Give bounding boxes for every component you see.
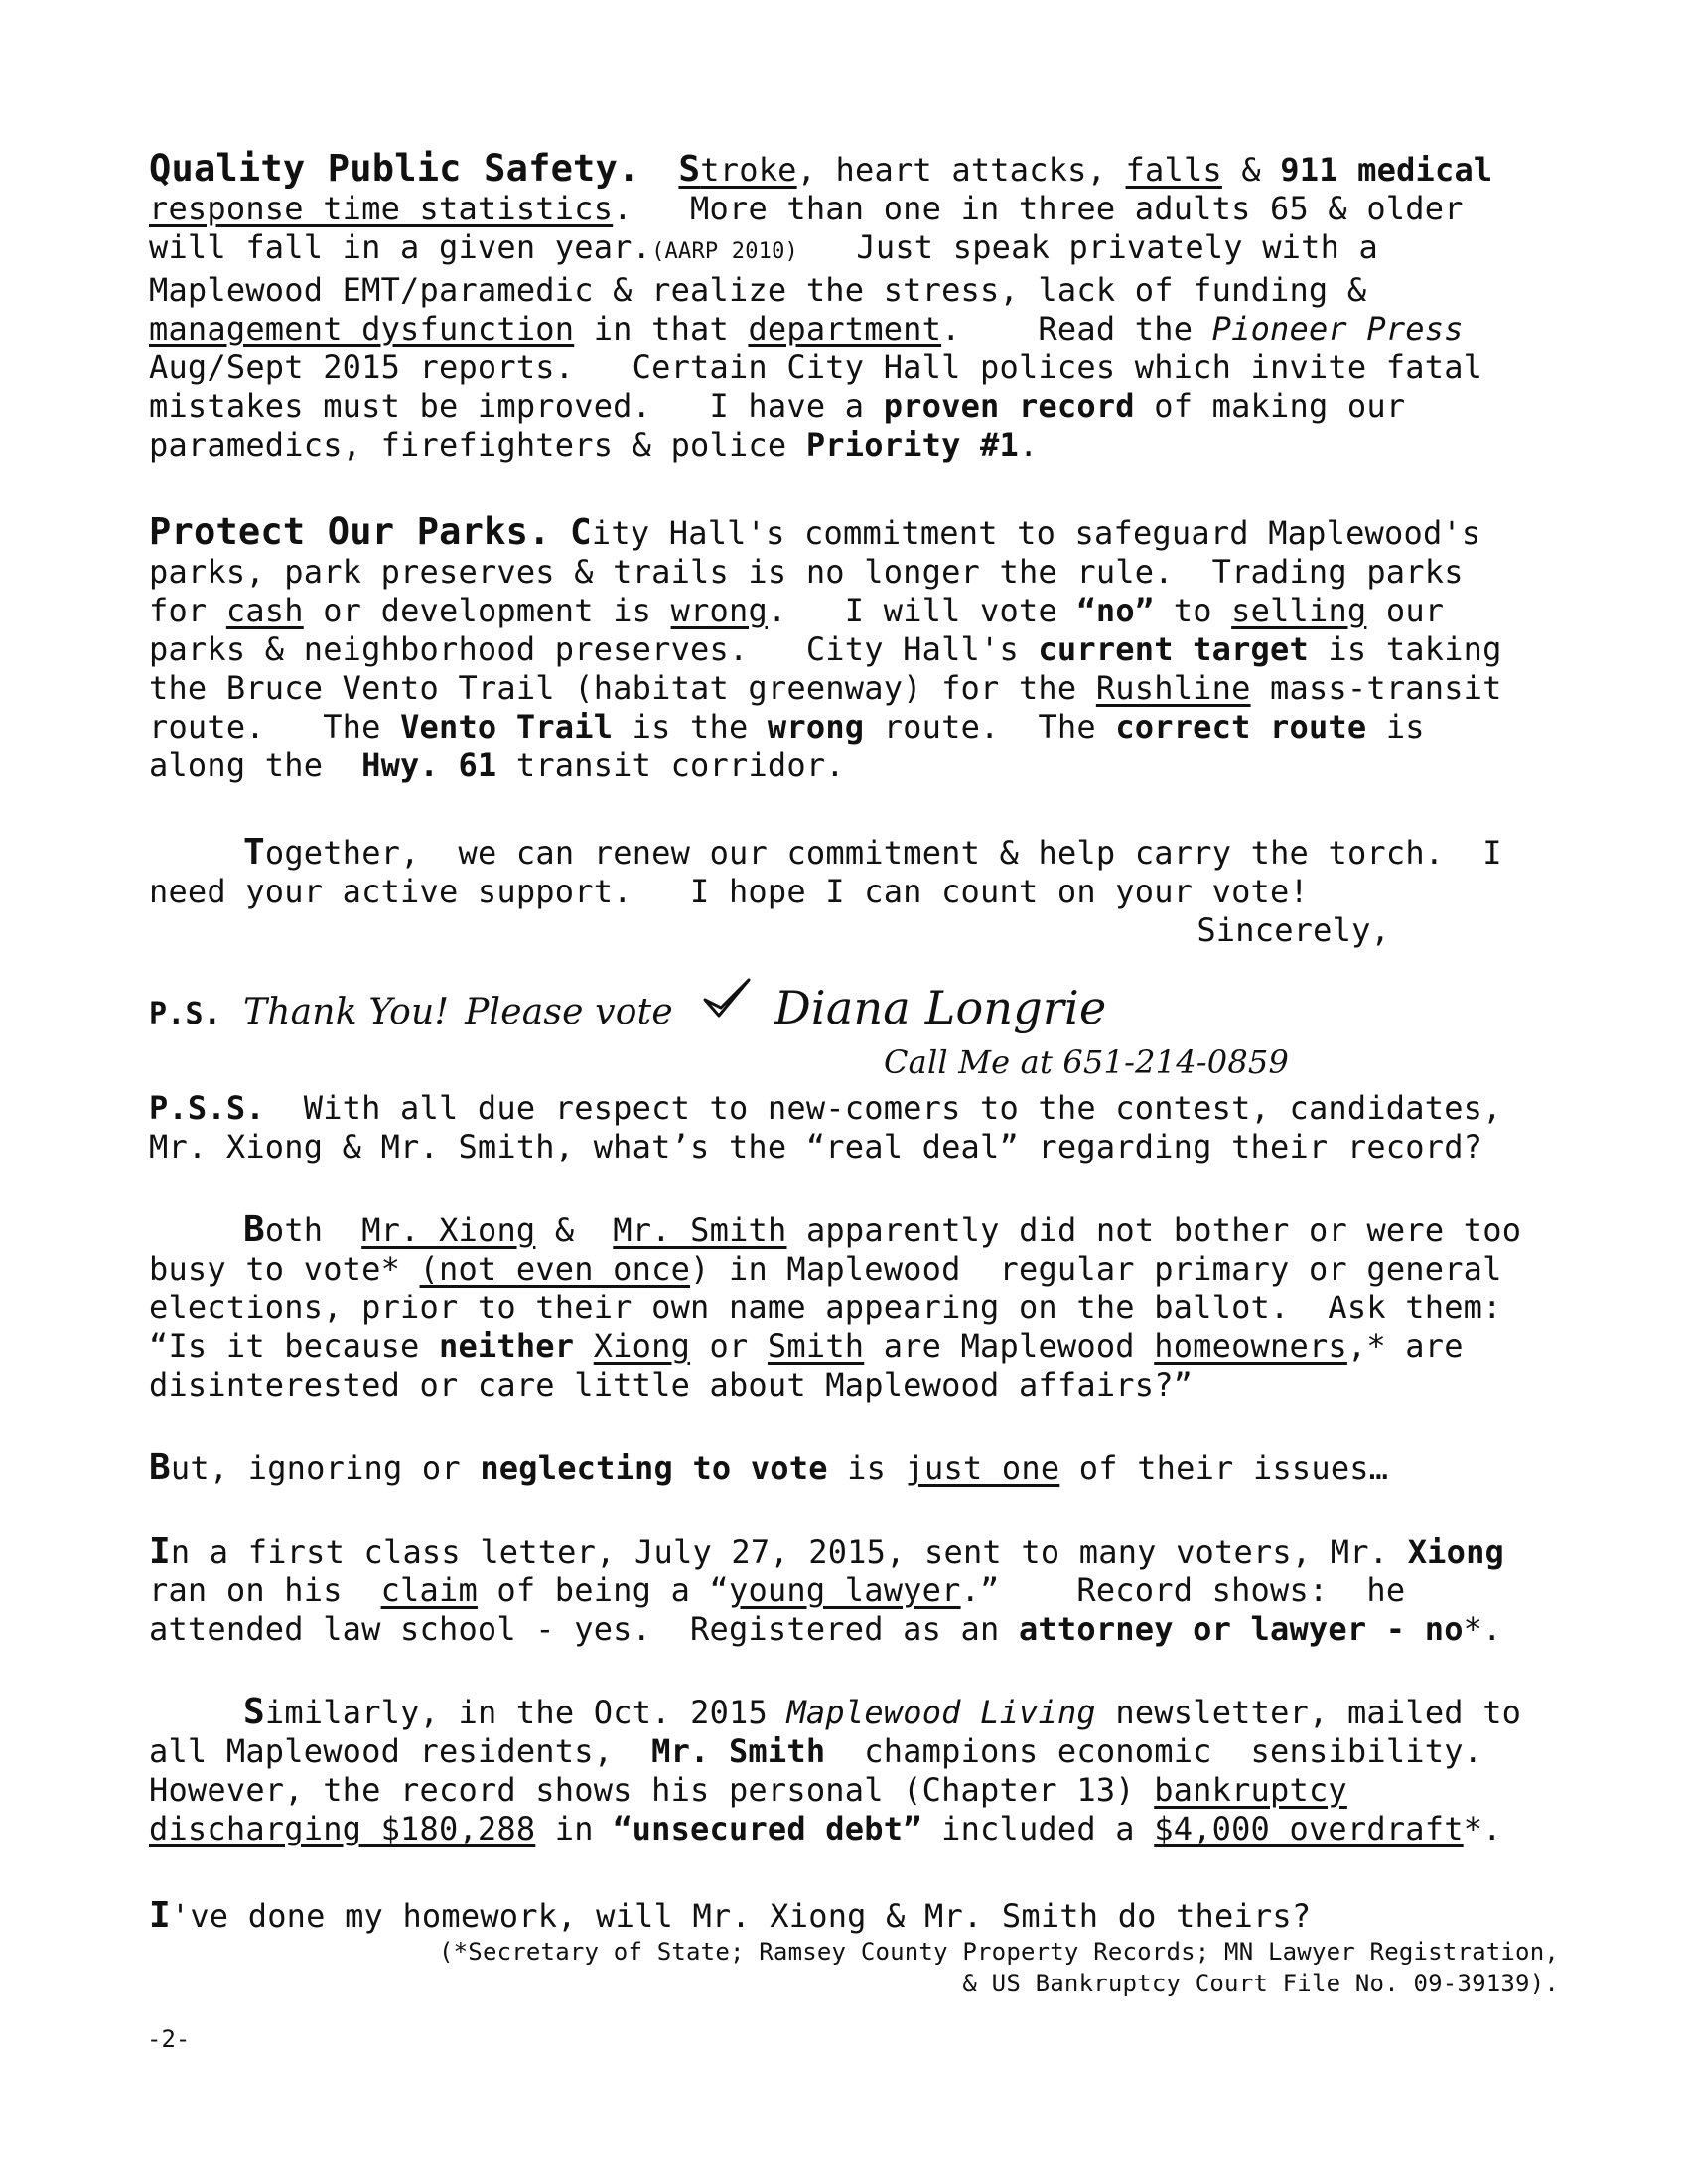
closing-sincerely: Sincerely, (1196, 911, 1390, 949)
parks-heading: Protect Our Parks. (149, 510, 551, 553)
ps-label: P.S. (149, 997, 222, 1031)
drop-cap: S (678, 149, 701, 190)
drop-cap: B (149, 1447, 171, 1488)
both-paragraph: Both Mr. Xiong & Mr. Smith apparently did not bother or were too busy to vote* (not even once) in Maplewood regular primary or general elections, prior to their own name appearing on the ballot. Ask them: “Is it because neither Xiong or Smith are Maplewood homeowners,* are disinterested or care little about Maplewood affairs?” (149, 1209, 1522, 1404)
sources-footnote: (*Secretary of State; Ramsey County Property Records; MN Lawyer Registration, & US Bankruptcy Court File No. 09-39139). (439, 1938, 1559, 1997)
pss-paragraph: P.S.S. With all due respect to new-comers to the contest, candidates, Mr. Xiong & Mr. Smith, what’s the “real deal” regarding their record? (149, 1089, 1502, 1165)
homework-paragraph: I've done my homework, will Mr. Xiong & Mr. Smith do theirs? (149, 1895, 1312, 1936)
letter-claim-paragraph: In a first class letter, July 27, 2015, sent to many voters, Mr. Xiong ran on his claim of being a “young lawyer.” Record shows: he attended law school - yes. Registered as an attorney or lawyer - no*. (149, 1531, 1505, 1648)
but-paragraph: But, ignoring or neglecting to vote is just one of their issues… (149, 1447, 1389, 1488)
pss-label: P.S.S. (149, 1089, 265, 1127)
drop-cap: C (570, 512, 592, 553)
page-number: -2- (147, 2025, 191, 2053)
ps-signature-row (149, 976, 1559, 1035)
together-paragraph: Together, we can renew our commitment & help carry the torch. I need your active support. I hope I can count on your vote! Sincerely, (149, 833, 1559, 950)
drop-cap: B (243, 1209, 265, 1250)
drop-cap: I (149, 1895, 171, 1936)
phone-contact: Call Me at 651-214-0859 (884, 1043, 1290, 1081)
public-safety-paragraph: Quality Public Safety. Stroke, heart attacks, falls & 911 medical response time statistics. More than one in three adults 65 & older will fall in a given year.(AARP 2010) Just speak privately with a Maplewood EMT/paramedic & realize the stress, lack of funding & management dysfunction in that department. Read the Pioneer Press Aug/Sept 2015 reports. Certain City Hall polices which invite fatal mistakes must be improved. I have a proven record of making our paramedics, firefighters & police Priority #1. (149, 147, 1493, 464)
drop-cap: I (149, 1531, 171, 1571)
thank-you-text: Thank You! (243, 992, 450, 1032)
public-safety-heading: Quality Public Safety. (149, 147, 640, 190)
similarly-paragraph: Similarly, in the Oct. 2015 Maplewood Living newsletter, mailed to all Maplewood residents, Mr. Smith champions economic sensibility. However, the record shows his personal (Chapter 13) bankruptcy discharging $180,288 in “unsecured debt” included a $4,000 overdraft*. (149, 1692, 1522, 1847)
please-vote-text: Please vote (465, 992, 673, 1032)
citation: (AARP 2010) (651, 239, 799, 264)
parks-paragraph: Protect Our Parks. City Hall's commitment to safeguard Maplewood's parks, park preserves & trails is no longer the rule. Trading parks for cash or development is wrong. I will vote “no” to selling our parks & neighborhood preserves. City Hall's current target is taking the Bruce Vento Trail (habitat greenway) for the Rushline mass-transit route. The Vento Trail is the wrong route. The correct route is along the Hwy. 61 transit corridor. (149, 510, 1502, 784)
checkmark-icon (701, 976, 753, 1024)
candidate-name: Diana Longrie (774, 981, 1107, 1034)
drop-cap: T (243, 832, 265, 873)
drop-cap: S (243, 1692, 265, 1732)
letter-page (149, 149, 1559, 1999)
